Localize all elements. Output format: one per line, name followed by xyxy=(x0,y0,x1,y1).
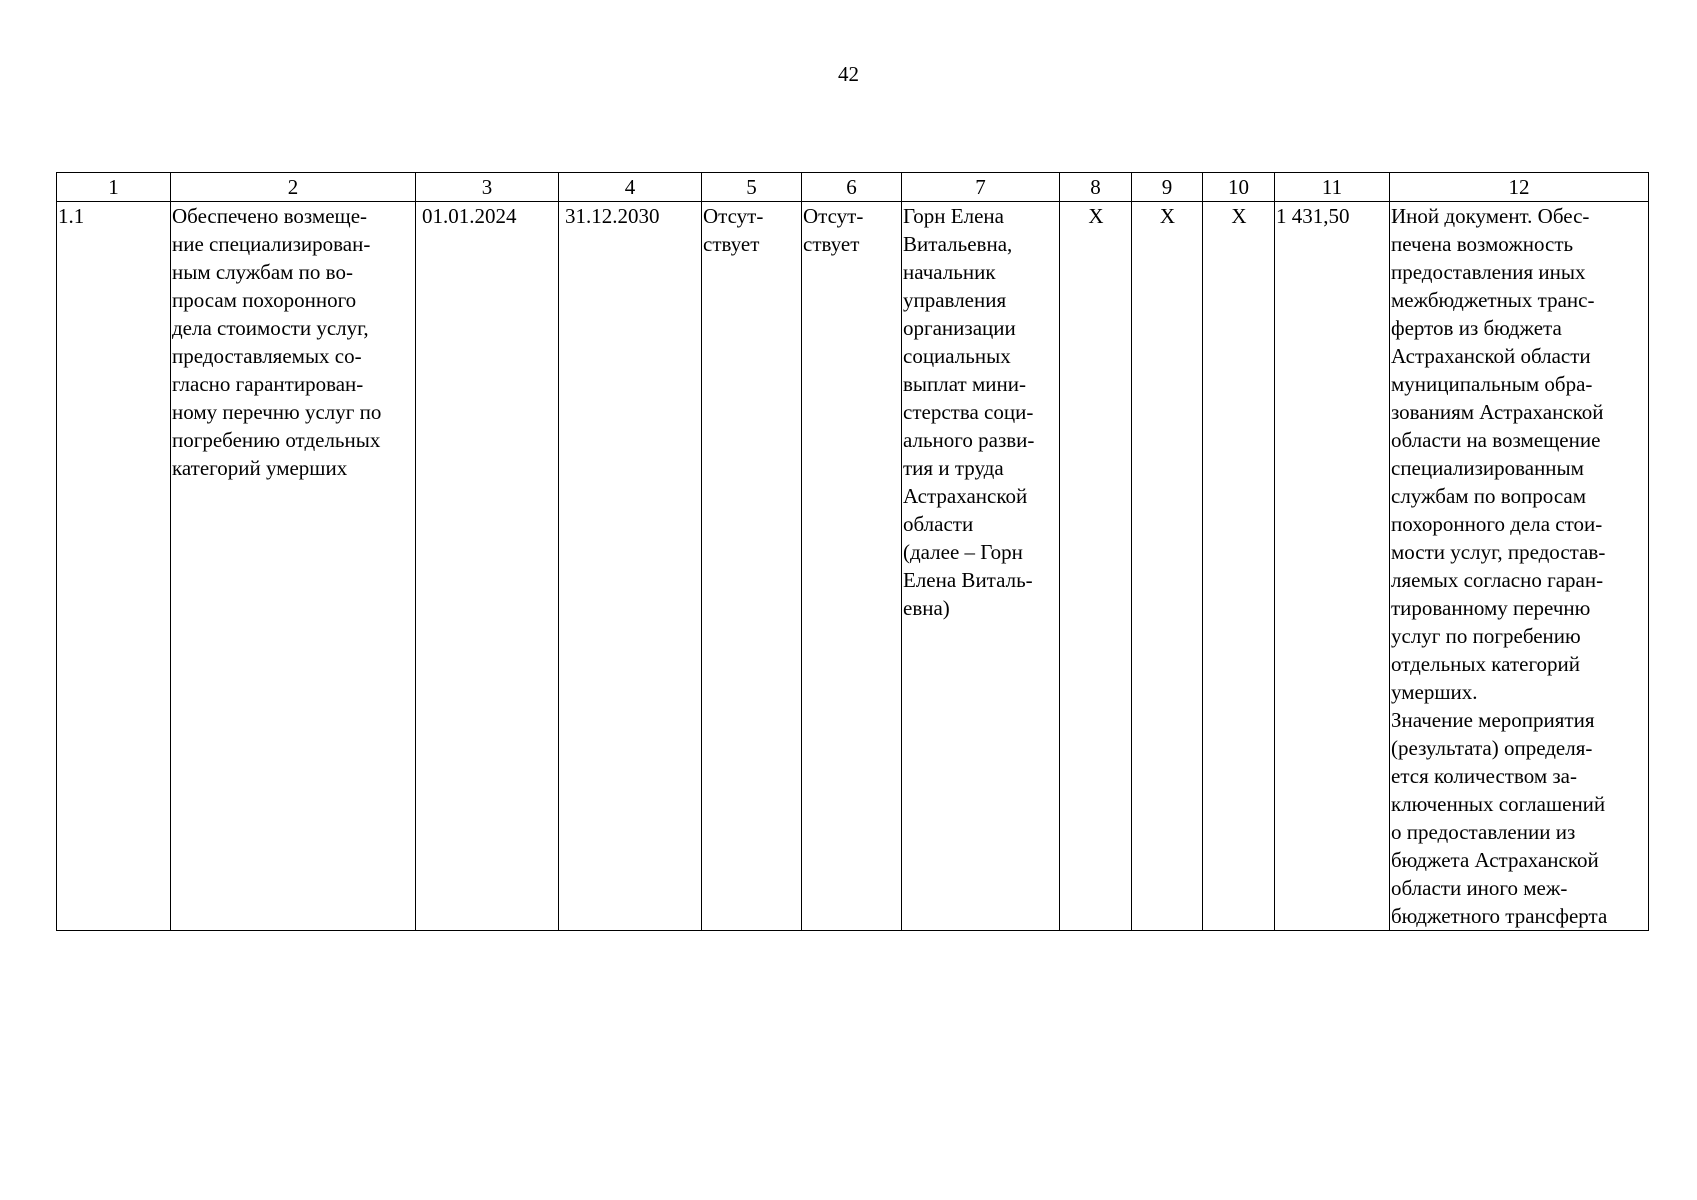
text-line: похоронного дела стои- xyxy=(1391,512,1603,536)
text-line: предоставляемых со- xyxy=(172,344,362,368)
header-col-3: 3 xyxy=(416,173,559,202)
text-line: фертов из бюджета xyxy=(1391,316,1562,340)
header-col-9: 9 xyxy=(1132,173,1203,202)
header-col-7: 7 xyxy=(902,173,1060,202)
text-line: области xyxy=(903,512,974,536)
header-col-6: 6 xyxy=(802,173,902,202)
text-line: (результата) определя- xyxy=(1391,736,1593,760)
header-col-4: 4 xyxy=(559,173,702,202)
text-line: Астраханской области xyxy=(1391,344,1591,368)
text-line: печена возможность xyxy=(1391,232,1574,256)
text-line: умерших. xyxy=(1391,680,1478,704)
text-line: ляемых согласно гаран- xyxy=(1391,568,1604,592)
header-col-8: 8 xyxy=(1060,173,1132,202)
header-col-11: 11 xyxy=(1275,173,1390,202)
text-line: категорий умерших xyxy=(172,456,348,480)
text-line: Иной документ. Обес- xyxy=(1391,204,1590,228)
text-line: выплат мини- xyxy=(903,372,1026,396)
text-line: Витальевна, xyxy=(903,232,1013,256)
text-line: бюджета Астраханской xyxy=(1391,848,1599,872)
text-line: (далее – Горн xyxy=(903,540,1023,564)
text-line: ствует xyxy=(703,232,760,256)
text-line: евна) xyxy=(903,596,950,620)
text-line: ным службам по во- xyxy=(172,260,353,284)
activity-description xyxy=(171,202,416,931)
header-col-2: 2 xyxy=(171,173,416,202)
document-description xyxy=(1390,202,1649,931)
text-line: стерства соци- xyxy=(903,400,1034,424)
start-date: 01.01.2024 xyxy=(416,202,559,931)
text-line: просам похоронного xyxy=(172,288,357,312)
text-line: области иного меж- xyxy=(1391,876,1568,900)
text-line: мости услуг, предостав- xyxy=(1391,540,1606,564)
header-col-5: 5 xyxy=(702,173,802,202)
text-line: ется количеством за- xyxy=(1391,764,1577,788)
col8-value: X xyxy=(1060,202,1132,931)
text-line: муниципальным обра- xyxy=(1391,372,1593,396)
text-line: управления xyxy=(903,288,1007,312)
text-line: ального разви- xyxy=(903,428,1035,452)
text-line: погребению отдельных xyxy=(172,428,381,452)
text-line: зованиям Астраханской xyxy=(1391,400,1604,424)
text-line: межбюджетных транс- xyxy=(1391,288,1595,312)
row-number: 1.1 xyxy=(57,202,171,931)
text-line: Отсут- xyxy=(803,204,864,228)
header-col-1: 1 xyxy=(57,173,171,202)
col6-value xyxy=(802,202,902,931)
text-line: Елена Виталь- xyxy=(903,568,1033,592)
text-line: отдельных категорий xyxy=(1391,652,1581,676)
text-line: ствует xyxy=(803,232,860,256)
header-col-10: 10 xyxy=(1203,173,1275,202)
text-line: ние специализирован- xyxy=(172,232,371,256)
text-line: тия и труда xyxy=(903,456,1004,480)
text-line: организации xyxy=(903,316,1016,340)
amount: 1 431,50 xyxy=(1275,202,1390,931)
col5-value xyxy=(702,202,802,931)
text-line: ному перечню услуг по xyxy=(172,400,382,424)
text-line: тированному перечню xyxy=(1391,596,1591,620)
text-line: о предоставлении из xyxy=(1391,820,1576,844)
text-line: службам по вопросам xyxy=(1391,484,1587,508)
page-number: 42 xyxy=(838,62,859,86)
text-line: Горн Елена xyxy=(903,204,1004,228)
text-line: Значение мероприятия xyxy=(1391,708,1595,732)
text-line: специализированным xyxy=(1391,456,1584,480)
text-line: бюджетного трансферта xyxy=(1391,904,1608,928)
activities-table xyxy=(56,172,1649,931)
text-line: дела стоимости услуг, xyxy=(172,316,369,340)
end-date: 31.12.2030 xyxy=(559,202,702,931)
table-row xyxy=(57,202,1649,931)
text-line: области на возмещение xyxy=(1391,428,1601,452)
col10-value: X xyxy=(1203,202,1275,931)
text-line: предоставления иных xyxy=(1391,260,1586,284)
text-line: ключенных соглашений xyxy=(1391,792,1606,816)
text-line: гласно гарантирован- xyxy=(172,372,364,396)
text-line: социальных xyxy=(903,344,1011,368)
text-line: Астраханской xyxy=(903,484,1028,508)
table-header-row xyxy=(57,173,1649,202)
col9-value: X xyxy=(1132,202,1203,931)
text-line: начальник xyxy=(903,260,996,284)
responsible-person xyxy=(902,202,1060,931)
header-col-12: 12 xyxy=(1390,173,1649,202)
text-line: услуг по погребению xyxy=(1391,624,1581,648)
text-line: Обеспечено возмеще- xyxy=(172,204,368,228)
text-line: Отсут- xyxy=(703,204,764,228)
